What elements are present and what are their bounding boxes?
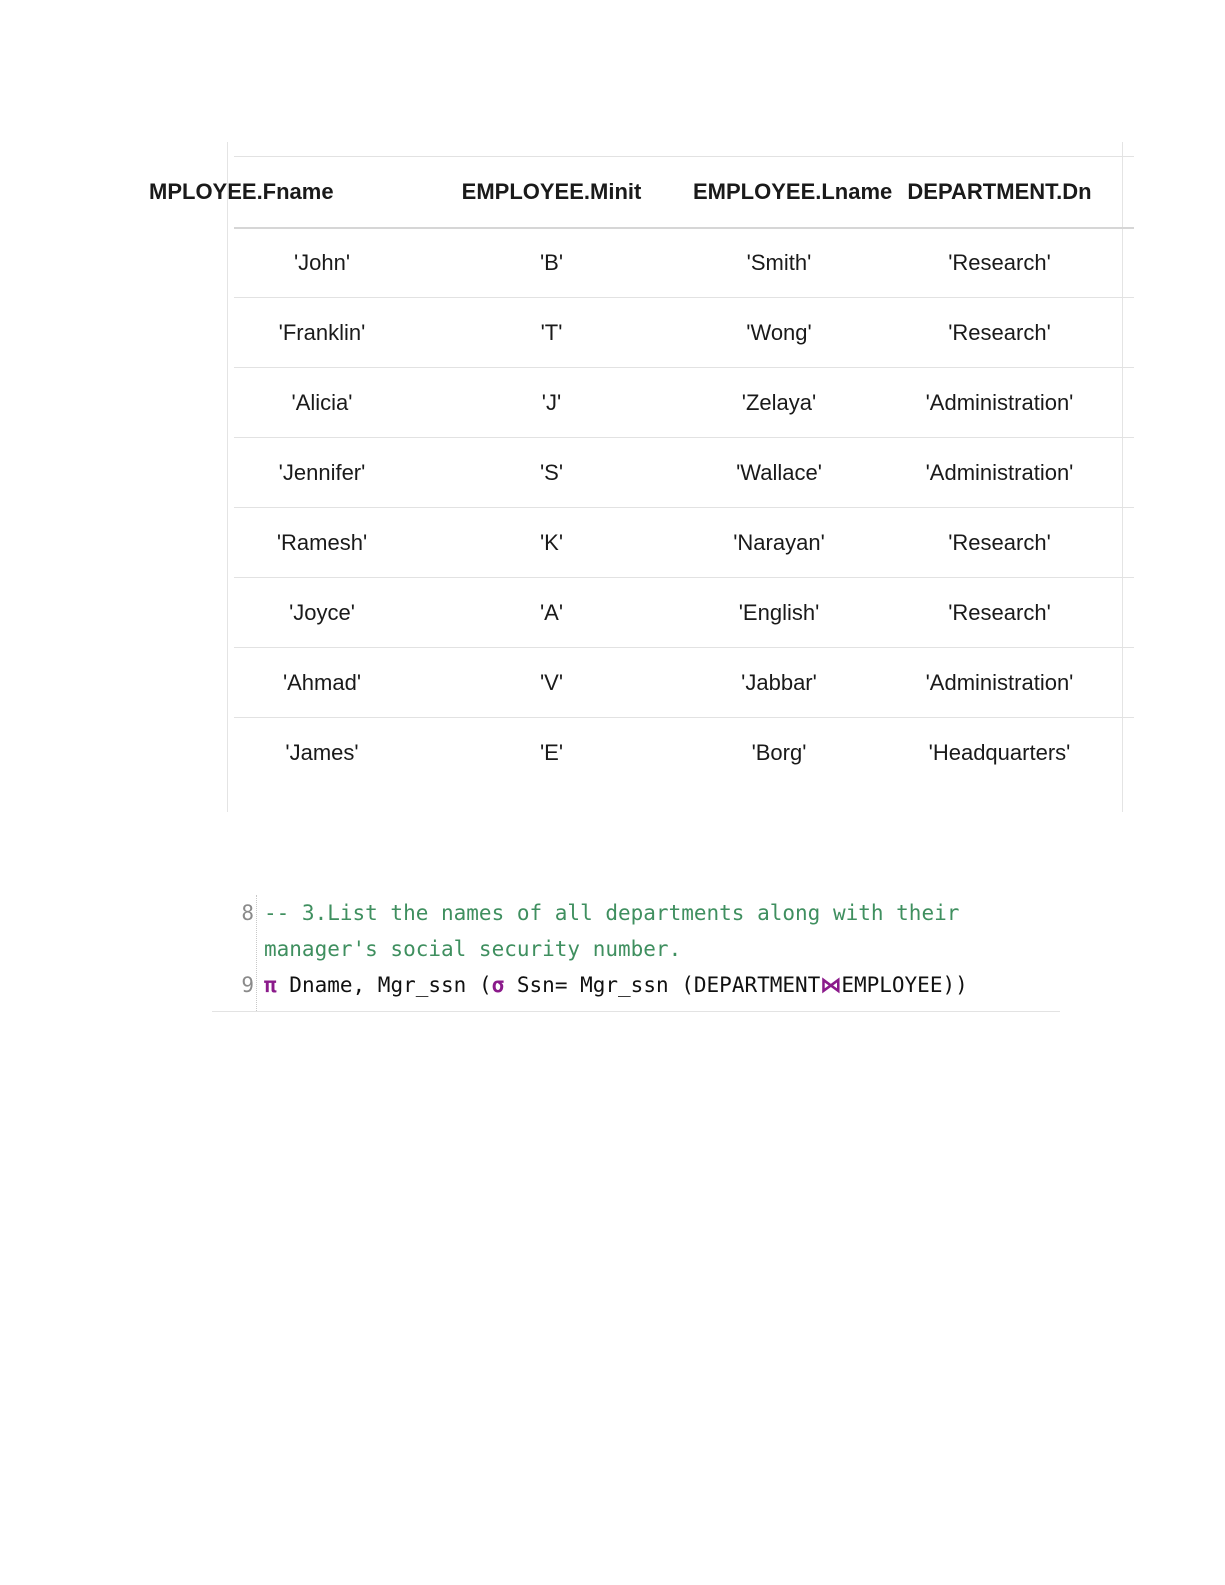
column-header-dname: DEPARTMENT.Dn [907, 178, 1092, 204]
cell-dname: 'Research' [948, 319, 1051, 345]
join-relation: EMPLOYEE)) [841, 973, 968, 997]
cell-minit: 'S' [539, 459, 564, 485]
cell-dname: 'Administration' [925, 389, 1074, 415]
cell-lname: 'Jabbar' [741, 669, 817, 695]
cell-minit: 'E' [539, 739, 564, 765]
code-editor[interactable] [212, 895, 1060, 1012]
cell-fname: 'Alicia' [291, 389, 353, 415]
cell-lname: 'Smith' [746, 249, 812, 275]
code-expression-line [264, 973, 968, 997]
column-header-minit: EMPLOYEE.Minit [461, 178, 642, 204]
column-header-fname: MPLOYEE.Fname [149, 178, 334, 204]
cell-fname: 'Joyce' [289, 599, 355, 625]
table-row[interactable] [234, 578, 1134, 648]
cell-minit: 'A' [539, 599, 564, 625]
cell-lname: 'English' [738, 599, 820, 625]
cell-dname: 'Research' [948, 599, 1051, 625]
cell-fname: 'James' [285, 739, 359, 765]
table-row[interactable] [234, 438, 1134, 508]
table-row[interactable] [234, 228, 1134, 298]
cell-minit: 'T' [540, 319, 563, 345]
cell-minit: 'V' [539, 669, 564, 695]
cell-fname: 'Franklin' [278, 319, 366, 345]
selection-condition: Ssn= Mgr_ssn (DEPARTMENT [504, 973, 821, 997]
result-table-viewport[interactable] [149, 156, 1116, 812]
cell-dname: 'Research' [948, 529, 1051, 555]
natural-join-operator: ⋈ [820, 973, 842, 997]
line-number-9: 9 [241, 973, 254, 997]
cell-lname: 'Wong' [746, 319, 812, 345]
cell-dname: 'Administration' [925, 459, 1074, 485]
selection-operator: σ [491, 973, 505, 997]
table-row[interactable] [234, 508, 1134, 578]
gutter-divider [256, 895, 258, 1011]
projection-operator: π [264, 973, 277, 997]
cell-lname: 'Narayan' [733, 529, 825, 555]
cell-lname: 'Borg' [751, 739, 807, 765]
result-table [149, 156, 1134, 788]
cell-minit: 'K' [539, 529, 564, 555]
cell-fname: 'John' [293, 249, 351, 275]
code-comment-line-2: manager's social security number. [264, 937, 682, 961]
table-row[interactable] [234, 648, 1134, 718]
table-row[interactable] [234, 368, 1134, 438]
cell-fname: 'Ahmad' [282, 669, 362, 695]
code-comment-line-1: -- 3.List the names of all departments along with their [264, 901, 960, 925]
query-result-panel [149, 142, 1123, 812]
cell-fname: 'Ramesh' [276, 529, 368, 555]
cell-minit: 'J' [541, 389, 562, 415]
cell-fname: 'Jennifer' [278, 459, 366, 485]
cell-minit: 'B' [539, 249, 564, 275]
cell-lname: 'Zelaya' [741, 389, 817, 415]
table-row[interactable] [234, 298, 1134, 368]
cell-lname: 'Wallace' [736, 459, 822, 485]
column-header-lname: EMPLOYEE.Lname [693, 178, 893, 204]
table-header-row [234, 157, 1134, 228]
cell-dname: 'Administration' [925, 669, 1074, 695]
projection-attributes: Dname, Mgr_ssn ( [276, 973, 492, 997]
result-table-body [234, 228, 1134, 788]
cell-dname: 'Research' [948, 249, 1051, 275]
table-row[interactable] [234, 718, 1134, 788]
cell-dname: 'Headquarters' [928, 739, 1071, 765]
line-number-8: 8 [241, 901, 254, 925]
